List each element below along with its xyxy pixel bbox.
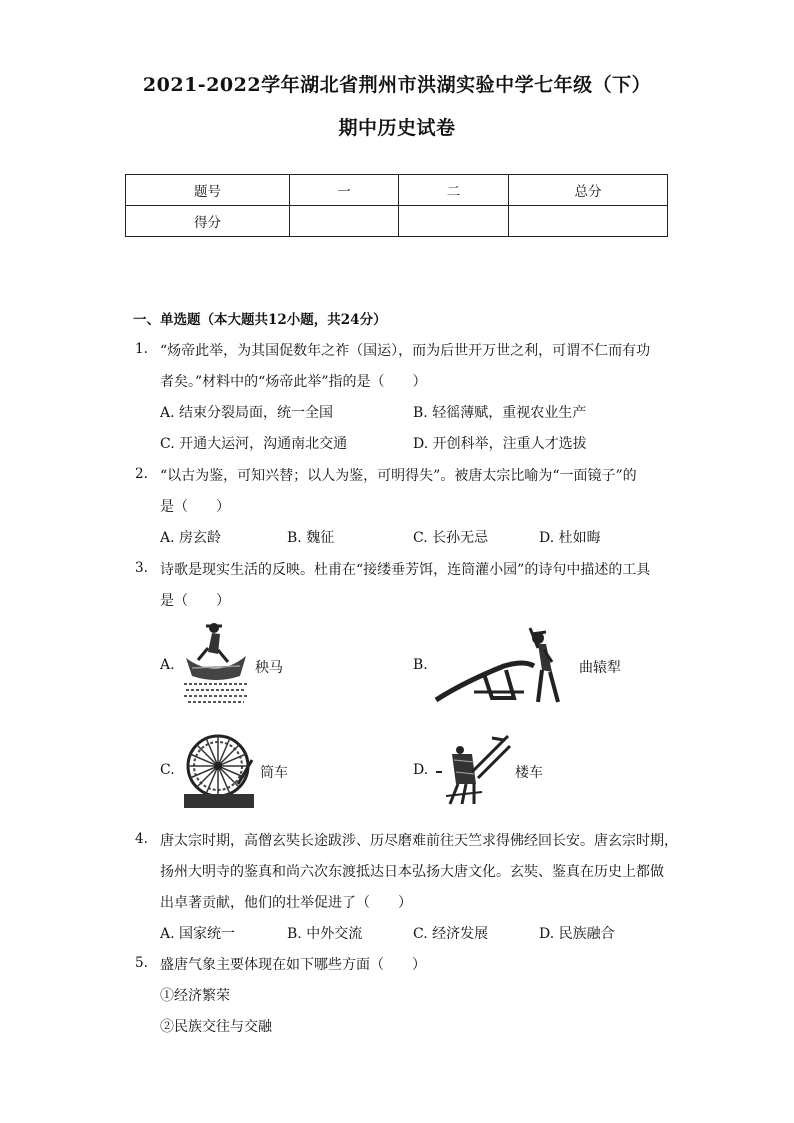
option-d[interactable]: D. 杜如晦 (539, 530, 601, 546)
question-text: 盛唐气象主要体现在如下哪些方面（ ） (160, 957, 426, 973)
score-row-label: 得分 (126, 206, 290, 237)
option-a-label: 秧马 (255, 660, 283, 676)
score-cell[interactable] (399, 206, 509, 237)
score-table-score-row (126, 206, 668, 237)
score-cell[interactable] (290, 206, 399, 237)
score-table (125, 174, 668, 237)
question-number: 4. (135, 831, 148, 847)
option-d[interactable]: D. 开创科举，注重人才选拔 (413, 436, 587, 452)
statement-item: ①经济繁荣 (160, 988, 230, 1004)
question-text: “炀帝此举，为其国促数年之祚（国运），而为后世开万世之利，可谓不仁而有功 (160, 343, 651, 359)
option-c-label: 筒车 (260, 765, 288, 781)
score-header-cell: 总分 (509, 175, 668, 206)
score-header-cell: 一 (290, 175, 399, 206)
water-wheel-image (182, 730, 256, 810)
question-text: 诗歌是现实生活的反映。杜甫在“接缕垂芳饵，连筒灌小园”的诗句中描述的工具 (160, 562, 651, 578)
seedling-horse-image (182, 618, 250, 708)
option-d-label: 楼车 (515, 765, 543, 781)
option-a[interactable]: A. 结束分裂局面，统一全国 (160, 405, 334, 421)
score-header-cell: 题号 (126, 175, 290, 206)
question-text: 是（ ） (160, 593, 230, 609)
curved-plough-image (434, 622, 574, 708)
question-text: 者矣。”材料中的“炀帝此举”指的是（ ） (160, 374, 427, 390)
question-number: 2. (135, 466, 148, 482)
score-table-header-row (126, 175, 668, 206)
question-text: “以古为鉴，可知兴替；以人为鉴，可明得失”。被唐太宗比喻为“一面镜子”的 (160, 468, 637, 484)
option-b[interactable]: B. 魏征 (287, 530, 335, 546)
option-a-letter[interactable]: A. (160, 657, 175, 673)
option-d-letter[interactable]: D. (413, 762, 429, 778)
question-text: 是（ ） (160, 499, 230, 515)
option-c[interactable]: C. 经济发展 (413, 926, 489, 942)
option-a[interactable]: A. 国家统一 (160, 926, 236, 942)
option-c-letter[interactable]: C. (160, 762, 175, 778)
question-text: 扬州大明寺的鉴真和尚六次东渡抵达日本弘扬大唐文化。玄奘、鉴真在历史上都做 (160, 864, 664, 880)
statement-item: ②民族交往与交融 (160, 1019, 272, 1035)
question-text: 唐太宗时期，高僧玄奘长途跋涉、历尽磨难前往天竺求得佛经回长安。唐玄宗时期， (160, 833, 678, 849)
exam-title-line2: 期中历史试卷 (338, 117, 456, 139)
seed-drill-image (432, 732, 512, 808)
question-number: 1. (135, 341, 148, 357)
question-number: 5. (135, 955, 148, 971)
section-title: 一、单选题（本大题共12小题，共24分） (133, 312, 387, 328)
question-text: 出卓著贡献，他们的壮举促进了（ ） (160, 895, 412, 911)
option-c[interactable]: C. 长孙无忌 (413, 530, 489, 546)
option-c[interactable]: C. 开通大运河，沟通南北交通 (160, 436, 348, 452)
question-number: 3. (135, 560, 148, 576)
option-b-label: 曲辕犁 (579, 660, 621, 676)
option-b[interactable]: B. 中外交流 (287, 926, 363, 942)
option-b[interactable]: B. 轻徭薄赋，重视农业生产 (413, 405, 587, 421)
option-a[interactable]: A. 房玄龄 (160, 530, 222, 546)
score-header-cell: 二 (399, 175, 509, 206)
exam-title-line1: 2021-2022学年湖北省荆州市洪湖实验中学七年级（下） (142, 74, 652, 96)
option-d[interactable]: D. 民族融合 (539, 926, 615, 942)
score-cell[interactable] (509, 206, 668, 237)
option-b-letter[interactable]: B. (413, 657, 428, 673)
